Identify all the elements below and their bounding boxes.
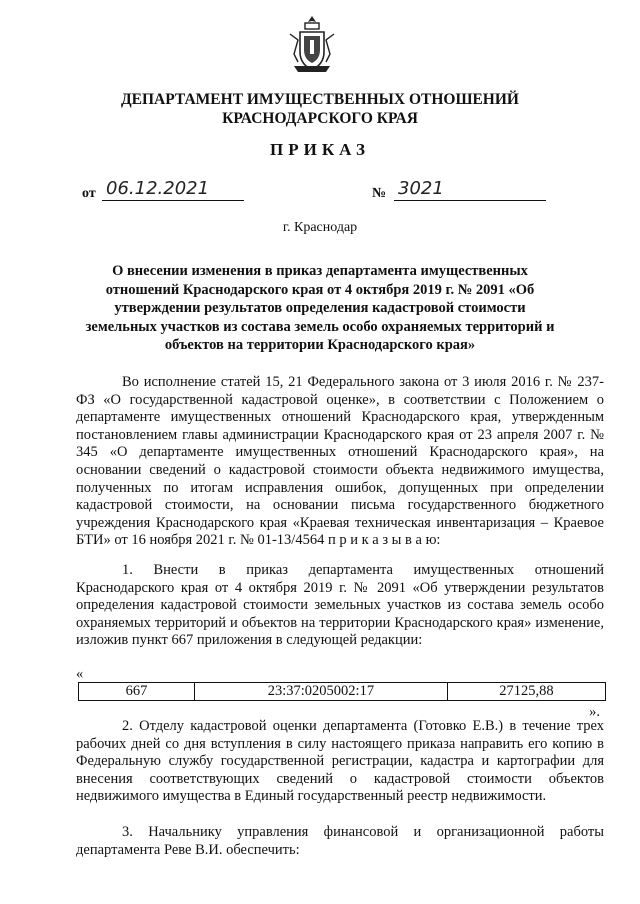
coat-of-arms-icon bbox=[286, 14, 338, 76]
department-line-2: КРАСНОДАРСКОГО КРАЯ bbox=[222, 110, 418, 127]
city: г. Краснодар bbox=[282, 220, 358, 235]
quote-open: « bbox=[76, 666, 84, 682]
paragraph-2: 2. Отделу кадастровой оценки департамента (Готовко Е.В.) в течение трех рабочих дней со дня вступления в силу настоящего приказа направить его копию в Федеральную службу государственной регистрации, кадастра и картографии для внесения соответствующих сведений о кадастровой стоимости объектов недвижимого имущества в Единый государственный реестр недвижимости. bbox=[76, 718, 604, 805]
paragraph-3: 3. Начальнику управления финансовой и организационной работы департамента Реве В.И. обеспечить: bbox=[76, 824, 604, 858]
table-row bbox=[79, 683, 606, 701]
table-cell-cadastral-value: 27125,88 bbox=[447, 683, 605, 701]
date-value: 06.12.2021 bbox=[102, 178, 244, 201]
order-subject: О внесении изменения в приказ департамента имущественных отношений Краснодарского края от 4 октября 2019 г. № 2091 «Об утверждении результатов определения кадастровой стоимости земельных участков из состава земель особо охраняемых территорий и объектов на территории Краснодарского края» bbox=[85, 263, 555, 353]
document-type: ПРИКАЗ bbox=[270, 140, 370, 159]
table-cell-item-number: 667 bbox=[79, 683, 195, 701]
table-cell-cadastral-number: 23:37:0205002:17 bbox=[194, 683, 447, 701]
department-line-1: ДЕПАРТАМЕНТ ИМУЩЕСТВЕННЫХ ОТНОШЕНИЙ bbox=[121, 91, 519, 108]
quote-close: ». bbox=[589, 704, 600, 720]
number-label: № bbox=[372, 186, 387, 201]
number-value: 3021 bbox=[394, 178, 546, 201]
date-label: от bbox=[82, 186, 96, 201]
amendment-table bbox=[78, 682, 606, 701]
paragraph-preamble: Во исполнение статей 15, 21 Федерального закона от 3 июля 2016 г. № 237-ФЗ «О государственной кадастровой оценке», в соответствии с Положением о департаменте имущественных отношений Краснодарского края, утвержденным постановлением главы администрации Краснодарского края от 23 апреля 2007 г. № 345 «О департаменте имущественных отношений Краснодарского края», на основании сведений о кадастровой стоимости объекта недвижимого имущества, полученных по итогам исправления ошибок, допущенных при определении кадастровой стоимости, на основании письма государственного бюджетного учреждения Краснодарского края «Краевая техническая инвентаризация – Краевое БТИ» от 16 ноября 2021 г. № 01-13/4564 п р и к а з ы в а ю: bbox=[76, 374, 604, 549]
date-number-row bbox=[82, 178, 602, 208]
department-name bbox=[60, 90, 580, 128]
paragraph-1: 1. Внести в приказ департамента имущественных отношений Краснодарского края от 4 октября 2019 г. № 2091 «Об утверждении результатов определения кадастровой стоимости земельных участков из состава земель особо охраняемых территорий и объектов на территории Краснодарского края» изменение, изложив пункт 667 приложения в следующей редакции: bbox=[76, 562, 604, 649]
